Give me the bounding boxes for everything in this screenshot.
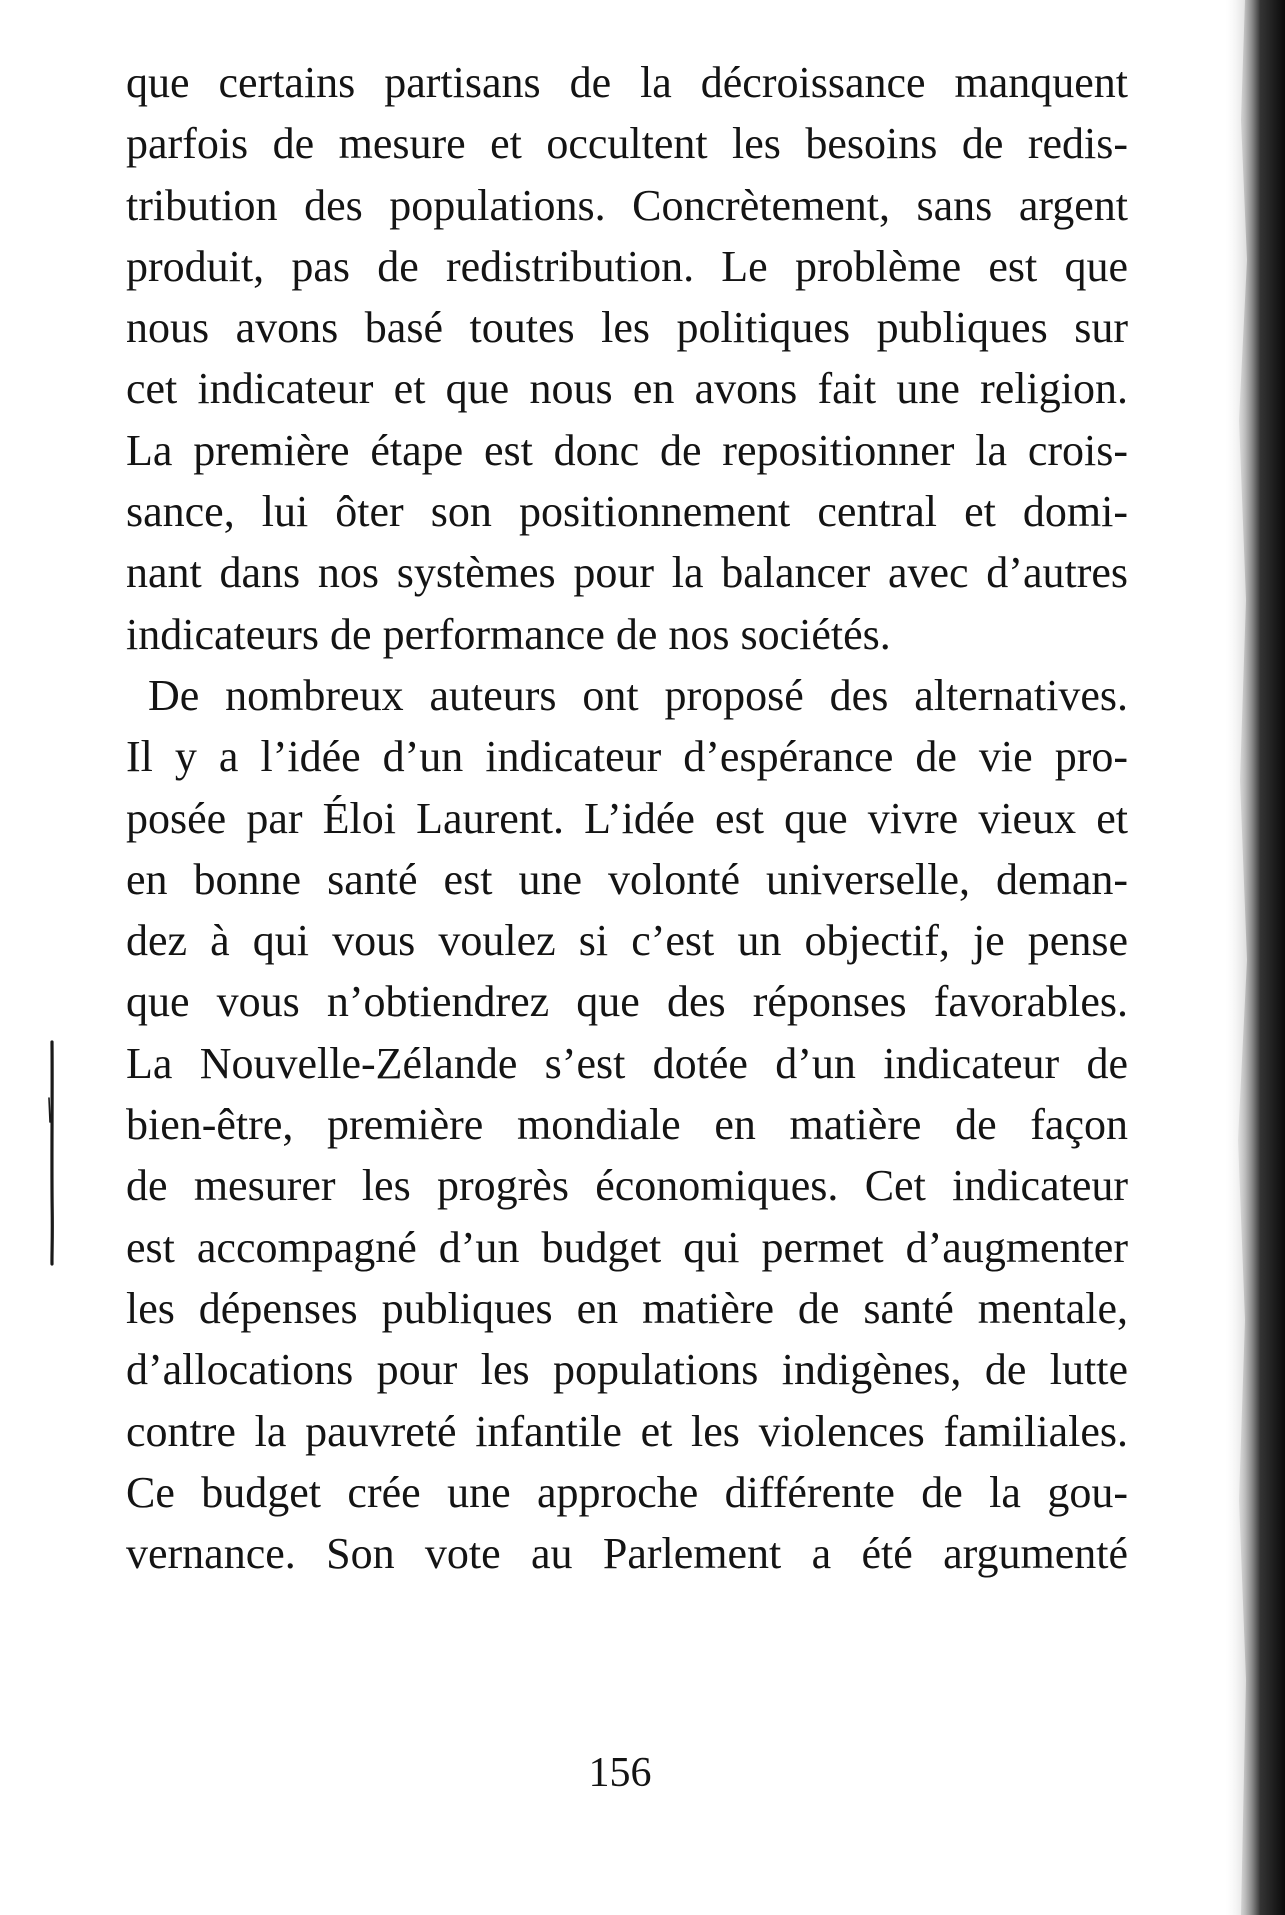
text-line-5: nous avons basé toutes les politiques publiques sur — [126, 303, 1128, 353]
text-line-6: cet indicateur et que nous en avons fait une religion. — [126, 364, 1128, 414]
text-line-18: bien-être, première mondiale en matière de façon — [126, 1100, 1128, 1150]
text-line-21: les dépenses publiques en matière de santé mentale, — [126, 1283, 1128, 1333]
text-line-13: posée par Éloi Laurent. L’idée est que vivre vieux et — [126, 793, 1128, 843]
text-line-14: en bonne santé est une volonté universelle, deman- — [126, 854, 1128, 904]
text-line-3: tribution des populations. Concrètement, sans argent — [126, 180, 1128, 230]
text-line-16: que vous n’obtiendrez que des réponses favorables. — [126, 977, 1128, 1027]
text-line-7: La première étape est donc de repositionner la crois- — [126, 425, 1128, 475]
text-line-2: parfois de mesure et occultent les besoins de redis- — [126, 119, 1128, 169]
text-line-23: contre la pauvreté infantile et les violences familiales. — [126, 1406, 1128, 1456]
text-line-19: de mesurer les progrès économiques. Cet indicateur — [126, 1161, 1128, 1211]
page-number: 156 — [588, 1750, 652, 1796]
text-line-15: dez à qui vous voulez si c’est un objectif, je pense — [126, 916, 1128, 966]
text-line-20: est accompagné d’un budget qui permet d’augmenter — [126, 1222, 1128, 1272]
text-line-8: sance, lui ôter son positionnement central et domi- — [126, 487, 1128, 537]
text-line-11: De nombreux auteurs ont proposé des alternatives. — [148, 670, 1128, 720]
body-text — [126, 52, 1128, 1584]
text-line-17: La Nouvelle-Zélande s’est dotée d’un indicateur de — [126, 1038, 1128, 1088]
text-line-9: nant dans nos systèmes pour la balancer avec d’autres — [126, 548, 1128, 598]
margin-mark — [47, 1040, 57, 1266]
text-line-12: Il y a l’idée d’un indicateur d’espérance de vie pro- — [126, 732, 1128, 782]
text-line-4: produit, pas de redistribution. Le problème est que — [126, 241, 1128, 291]
text-line-1: que certains partisans de la décroissance manquent — [126, 58, 1128, 107]
text-line-22: d’allocations pour les populations indigènes, de lutte — [126, 1345, 1128, 1395]
text-line-10: indicateurs de performance de nos sociétés. — [126, 609, 891, 659]
text-line-25: vernance. Son vote au Parlement a été argumenté — [126, 1529, 1128, 1579]
scan-edge-shadow — [1223, 0, 1285, 1915]
text-line-24: Ce budget crée une approche différente de la gou- — [126, 1467, 1128, 1517]
